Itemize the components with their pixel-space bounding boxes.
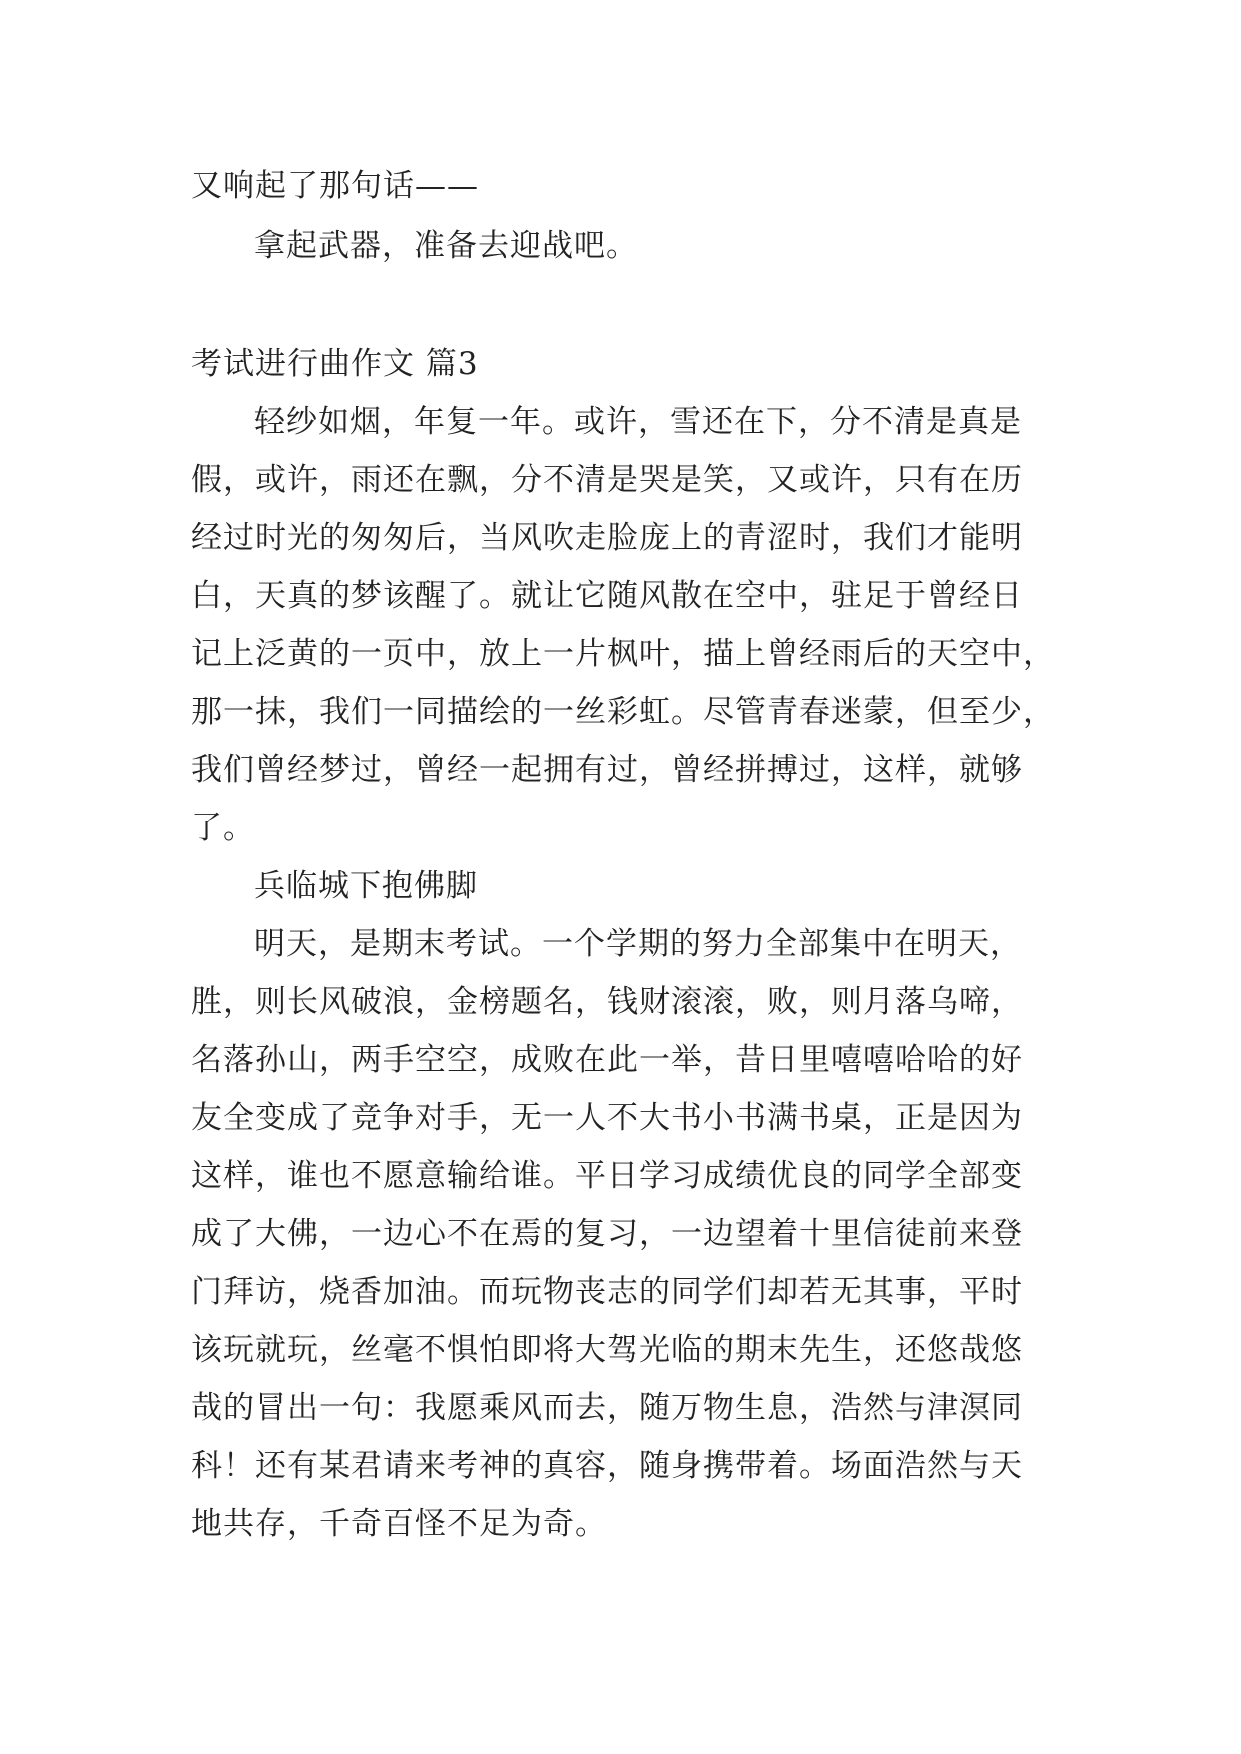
paragraph-2-line: 门拜访，烧香加油。而玩物丧志的同学们却若无其事，平时 [191,1274,1023,1310]
paragraph-2-line: 这样，谁也不愿意输给谁。平日学习成绩优良的同学全部变 [191,1158,1023,1194]
paragraph-1-line: 了。 [191,810,255,846]
paragraph-2-line: 名落孙山，两手空空，成败在此一举，昔日里嘻嘻哈哈的好 [191,1042,1023,1078]
subheading: 兵临城下抱佛脚 [254,868,478,904]
section-title: 考试进行曲作文 篇3 [191,346,479,382]
paragraph-1-line: 白，天真的梦该醒了。就让它随风散在空中，驻足于曾经日 [191,578,1023,614]
paragraph-1-line: 我们曾经梦过，曾经一起拥有过，曾经拼搏过，这样，就够 [191,752,1023,788]
paragraph-2-line: 友全变成了竞争对手，无一人不大书小书满书桌，正是因为 [191,1100,1023,1136]
paragraph-2-line: 地共存，千奇百怪不足为奇。 [191,1506,607,1542]
paragraph-2-line: 科！还有某君请来考神的真容，随身携带着。场面浩然与天 [191,1448,1023,1484]
paragraph-2-line: 哉的冒出一句：我愿乘风而去，随万物生息，浩然与津溟同 [191,1390,1023,1426]
paragraph-1-line: 假，或许，雨还在飘，分不清是哭是笑，又或许，只有在历 [191,462,1023,498]
paragraph-1-line: 那一抹，我们一同描绘的一丝彩虹。尽管青春迷蒙，但至少， [191,694,1055,730]
paragraph-2-line: 该玩就玩，丝毫不惧怕即将大驾光临的期末先生，还悠哉悠 [191,1332,1023,1368]
paragraph-1-line: 轻纱如烟，年复一年。或许，雪还在下，分不清是真是 [254,404,1022,440]
paragraph-1-line: 记上泛黄的一页中，放上一片枫叶，描上曾经雨后的天空中， [191,636,1055,672]
paragraph-1-line: 经过时光的匆匆后，当风吹走脸庞上的青涩时，我们才能明 [191,520,1023,556]
intro-line: 又响起了那句话—— [191,168,479,204]
intro-quote: 拿起武器，准备去迎战吧。 [254,228,638,264]
paragraph-2-line: 明天，是期末考试。一个学期的努力全部集中在明天， [254,926,1022,962]
paragraph-2-line: 成了大佛，一边心不在焉的复习，一边望着十里信徒前来登 [191,1216,1023,1252]
paragraph-2-line: 胜，则长风破浪，金榜题名，钱财滚滚，败，则月落乌啼， [191,984,1023,1020]
